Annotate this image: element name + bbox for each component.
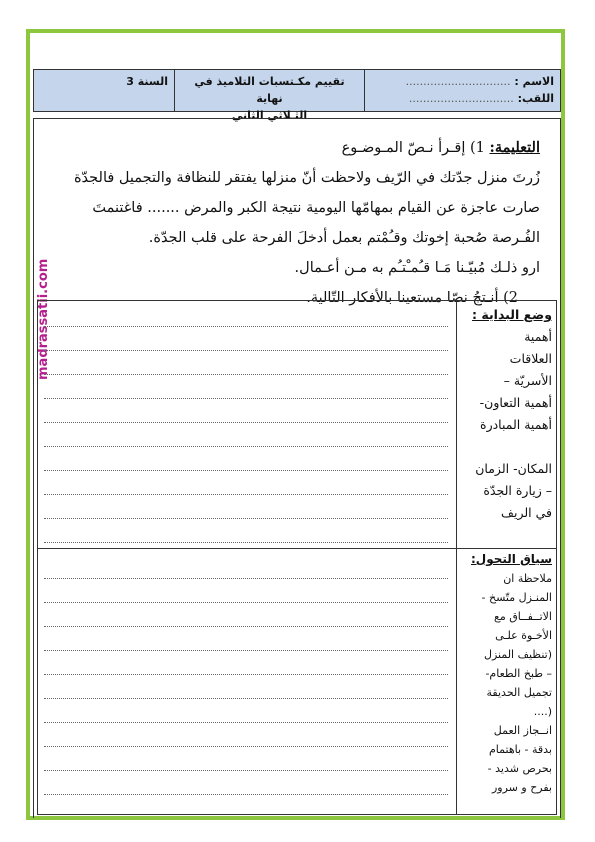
header-table bbox=[33, 69, 561, 123]
writing-line[interactable] bbox=[44, 447, 448, 471]
name-label: الاسم : bbox=[514, 75, 554, 88]
writing-line[interactable] bbox=[44, 375, 448, 399]
story-line: صارت عاجزة عن القيام بمهامّها اليومية نتيجة الكبر والمرض ....... فاغتنمتَ bbox=[92, 200, 540, 216]
title-line-1: تقييم مكـتسبات التلاميذ في نهاية bbox=[194, 75, 345, 106]
row-divider bbox=[38, 548, 556, 549]
section-item: الاتــفــاق مع bbox=[494, 610, 552, 623]
writing-line[interactable] bbox=[44, 579, 448, 603]
writing-line[interactable] bbox=[44, 723, 448, 747]
writing-line[interactable] bbox=[44, 555, 448, 579]
writing-area-transformation[interactable] bbox=[44, 555, 448, 795]
section-item: العلاقات bbox=[509, 351, 552, 366]
writing-line[interactable] bbox=[44, 423, 448, 447]
story-line: زُرتَ منزل جدّتك في الرّيف ولاحظت أنّ منزلها يفتقر للنظافة والتجميل فالجدّة bbox=[73, 170, 540, 186]
instruction-item-2: 2) أنـتجُ نصّا مستعينا بالأفكار التّالية. bbox=[306, 290, 518, 306]
writing-line[interactable] bbox=[44, 651, 448, 675]
section-item: بفرح و سرور bbox=[491, 781, 552, 794]
writing-line[interactable] bbox=[44, 675, 448, 699]
writing-line[interactable] bbox=[44, 627, 448, 651]
section-item: تجميل الحديقة bbox=[486, 686, 552, 699]
section-item: بحرص شديد - bbox=[487, 762, 552, 775]
writing-line[interactable] bbox=[44, 747, 448, 771]
year-label: السنة 3 bbox=[126, 75, 168, 88]
section-transformation bbox=[462, 550, 552, 797]
header-name-cell bbox=[364, 70, 560, 111]
story-line: الفُـرصة صُحبة إخوتك وقـُمْتم بعمل أدخلَ الفرحة على قلب الجدّة. bbox=[148, 230, 540, 246]
column-divider bbox=[456, 301, 457, 814]
section-item: – زيارة الجدّة bbox=[483, 483, 552, 498]
writing-line[interactable] bbox=[44, 327, 448, 351]
plan-table bbox=[37, 300, 557, 815]
section-transformation-title: سياق التحول: bbox=[470, 552, 552, 566]
name-field[interactable]: .............................. bbox=[405, 75, 511, 88]
section-item: ملاحظة ان bbox=[503, 572, 552, 585]
instruction-block bbox=[40, 133, 540, 313]
title-line-2: الثـلاثي الثاني bbox=[231, 109, 308, 123]
section-item: أهمية bbox=[524, 329, 552, 344]
section-item: المكان- الزمان bbox=[475, 461, 552, 476]
writing-area-beginning[interactable] bbox=[44, 303, 448, 543]
header-title-cell bbox=[174, 70, 364, 123]
section-item: أهمية التعاون- bbox=[479, 395, 552, 410]
watermark-text: madrassatii.com bbox=[36, 258, 51, 380]
header-year-cell bbox=[34, 70, 174, 111]
section-item: الأخـوة علـى bbox=[495, 629, 552, 642]
writing-line[interactable] bbox=[44, 399, 448, 423]
writing-line[interactable] bbox=[44, 771, 448, 795]
writing-line[interactable] bbox=[44, 603, 448, 627]
surname-field[interactable]: .............................. bbox=[408, 92, 514, 106]
writing-line[interactable] bbox=[44, 471, 448, 495]
section-item: أهمية المبادرة bbox=[480, 417, 552, 432]
story-line: ارو ذلـك مُبيّـنا مَـا قـُمـْتـُم به مـن أعـمال. bbox=[294, 260, 540, 276]
writing-line[interactable] bbox=[44, 495, 448, 519]
section-item: بدقة - باهتمام bbox=[488, 743, 552, 756]
section-item: في الريف bbox=[501, 505, 552, 520]
writing-line[interactable] bbox=[44, 351, 448, 375]
instruction-item-1: 1) إقـرأ نـصّ المـوضـوع bbox=[341, 140, 490, 156]
section-beginning-title: وضع البداية : bbox=[472, 307, 552, 322]
section-item: انــجاز العمل bbox=[493, 724, 552, 737]
section-item: (.... bbox=[533, 705, 552, 718]
writing-line[interactable] bbox=[44, 699, 448, 723]
section-item bbox=[462, 436, 552, 458]
section-item: (تنظيف المنزل bbox=[483, 648, 552, 661]
surname-label: اللقب: bbox=[517, 92, 554, 106]
section-beginning bbox=[462, 304, 552, 524]
writing-line[interactable] bbox=[44, 303, 448, 327]
section-item: المنـزل متّسخ - bbox=[481, 591, 552, 604]
section-item: الأسريّة – bbox=[503, 373, 552, 388]
writing-line[interactable] bbox=[44, 519, 448, 543]
section-item: – طبخ الطعام- bbox=[485, 667, 552, 680]
instruction-label: التعليمة: bbox=[489, 139, 540, 156]
